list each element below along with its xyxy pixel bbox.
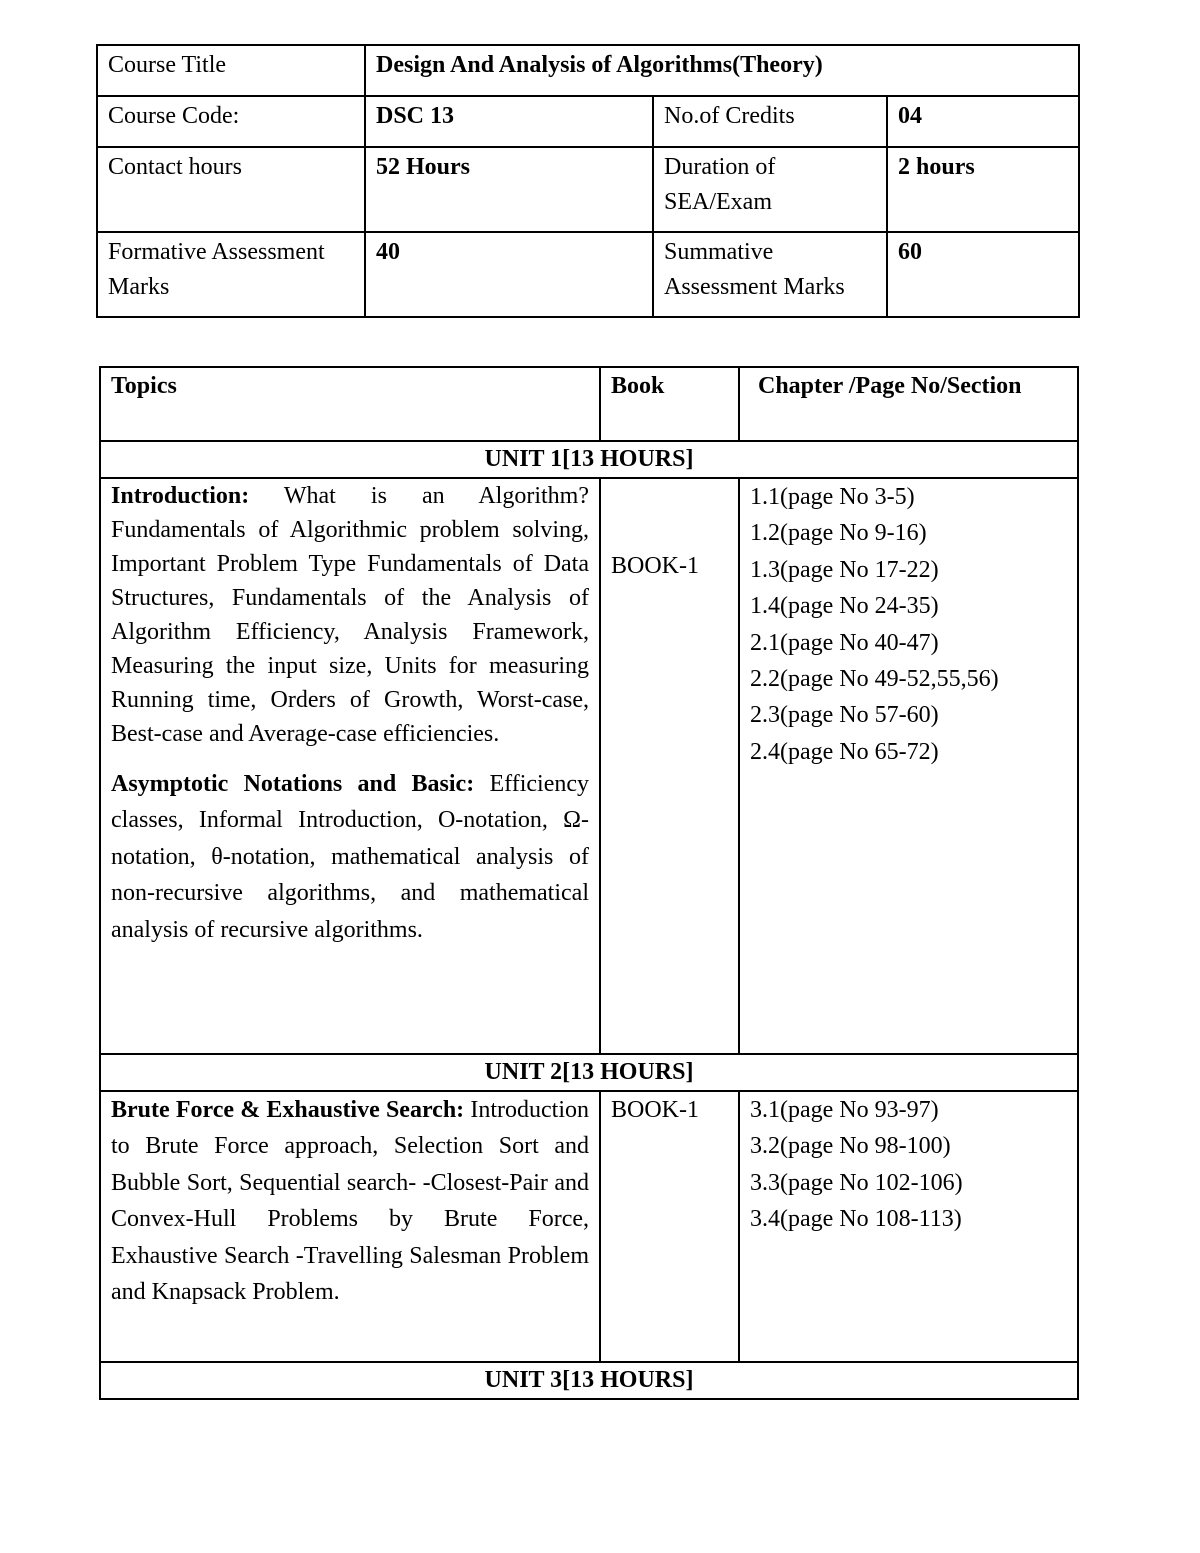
- chapter-ref: 3.1(page No 93-97): [750, 1097, 939, 1123]
- chapter-ref: 2.4(page No 65-72): [750, 738, 939, 765]
- unit-heading-row: [100, 1054, 1078, 1091]
- topic-body: What is an Algorithm? Fundamentals of Algorithmic problem solving, Important Problem Type Fundamentals of Data Structures, Fundamentals of the Analysis of Algorithm Efficiency, Analysis Framework, Measuring the input size, Units for measuring Running time, Orders of Growth, Worst-case, Best-case and Average-case efficiencies.: [111, 483, 589, 747]
- unit-heading-row: [100, 1362, 1078, 1399]
- unit-2-heading: UNIT 2[13 HOURS]: [100, 1054, 1078, 1091]
- chapter-ref: 2.1(page No 40-47): [750, 629, 939, 656]
- formative-marks-label: Formative Assessment Marks: [97, 232, 365, 317]
- course-code-value: DSC 13: [365, 96, 653, 147]
- course-title-value: Design And Analysis of Algorithms(Theory): [365, 45, 1079, 96]
- unit-1-row: [100, 478, 1078, 1054]
- unit-1-heading: UNIT 1[13 HOURS]: [100, 441, 1078, 478]
- topic-body: Efficiency classes, Informal Introduction, O-notation, Ω-notation, θ-notation, mathematical analysis of non-recursive algorithms, and mathematical analysis of recursive algorithms.: [111, 771, 589, 943]
- book-header: Book: [600, 367, 739, 441]
- credits-label: No.of Credits: [653, 96, 887, 147]
- contact-hours-label: Contact hours: [97, 147, 365, 232]
- course-code-label: Course Code:: [97, 96, 365, 147]
- unit-3-heading: UNIT 3[13 HOURS]: [100, 1362, 1078, 1399]
- chapter-ref: 2.3(page No 57-60): [750, 702, 939, 729]
- unit-2-book: [600, 1091, 739, 1362]
- contact-hours-row: [97, 147, 1079, 232]
- chapter-ref: 1.3(page No 17-22): [750, 556, 939, 583]
- course-title-row: [97, 45, 1079, 96]
- unit-1-topics: [100, 478, 600, 1054]
- chapter-header: Chapter /Page No/Section: [739, 367, 1078, 441]
- unit-1-book: [600, 478, 739, 1054]
- course-code-row: [97, 96, 1079, 147]
- chapter-ref: 3.2(page No 98-100): [750, 1133, 951, 1160]
- unit-2-row: [100, 1091, 1078, 1362]
- chapter-ref: 3.3(page No 102-106): [750, 1169, 963, 1196]
- unit-2-refs: [739, 1091, 1078, 1362]
- summative-marks-value: 60: [887, 232, 1079, 317]
- formative-marks-value: 40: [365, 232, 653, 317]
- chapter-ref: 1.1(page No 3-5): [750, 484, 915, 510]
- topics-table: [99, 366, 1079, 1400]
- topics-header: Topics: [100, 367, 600, 441]
- topic-title: Brute Force & Exhaustive Search:: [111, 1097, 465, 1123]
- topic-title: Asymptotic Notations and Basic:: [111, 771, 475, 797]
- unit-heading-row: [100, 441, 1078, 478]
- course-title-label: Course Title: [97, 45, 365, 96]
- topic-body: Introduction to Brute Force approach, Selection Sort and Bubble Sort, Sequential search- -Closest-Pair and Convex-Hull Problems by Brute Force, Exhaustive Search -Travelling Salesman Problem and Knapsack Problem.: [111, 1097, 590, 1306]
- topic-title: Introduction:: [111, 483, 250, 509]
- unit-1-refs: [739, 478, 1078, 1054]
- credits-value: 04: [887, 96, 1079, 147]
- chapter-ref: 3.4(page No 108-113): [750, 1206, 962, 1233]
- chapter-ref: 1.4(page No 24-35): [750, 593, 939, 620]
- contact-hours-value: 52 Hours: [365, 147, 653, 232]
- exam-duration-label: Duration of SEA/Exam: [653, 147, 887, 232]
- course-info-table: [96, 44, 1080, 318]
- book-label: BOOK-1: [611, 1097, 699, 1123]
- book-label: BOOK-1: [611, 553, 699, 579]
- topic-paragraph: [111, 766, 589, 948]
- summative-marks-label: Summative Assessment Marks: [653, 232, 887, 317]
- chapter-ref: 2.2(page No 49-52,55,56): [750, 666, 999, 693]
- unit-2-topics: [100, 1091, 600, 1362]
- chapter-ref: 1.2(page No 9-16): [750, 520, 927, 547]
- topics-header-row: [100, 367, 1078, 441]
- exam-duration-value: 2 hours: [887, 147, 1079, 232]
- topic-paragraph: [111, 479, 589, 751]
- topic-paragraph: [111, 1092, 589, 1310]
- assessment-marks-row: [97, 232, 1079, 317]
